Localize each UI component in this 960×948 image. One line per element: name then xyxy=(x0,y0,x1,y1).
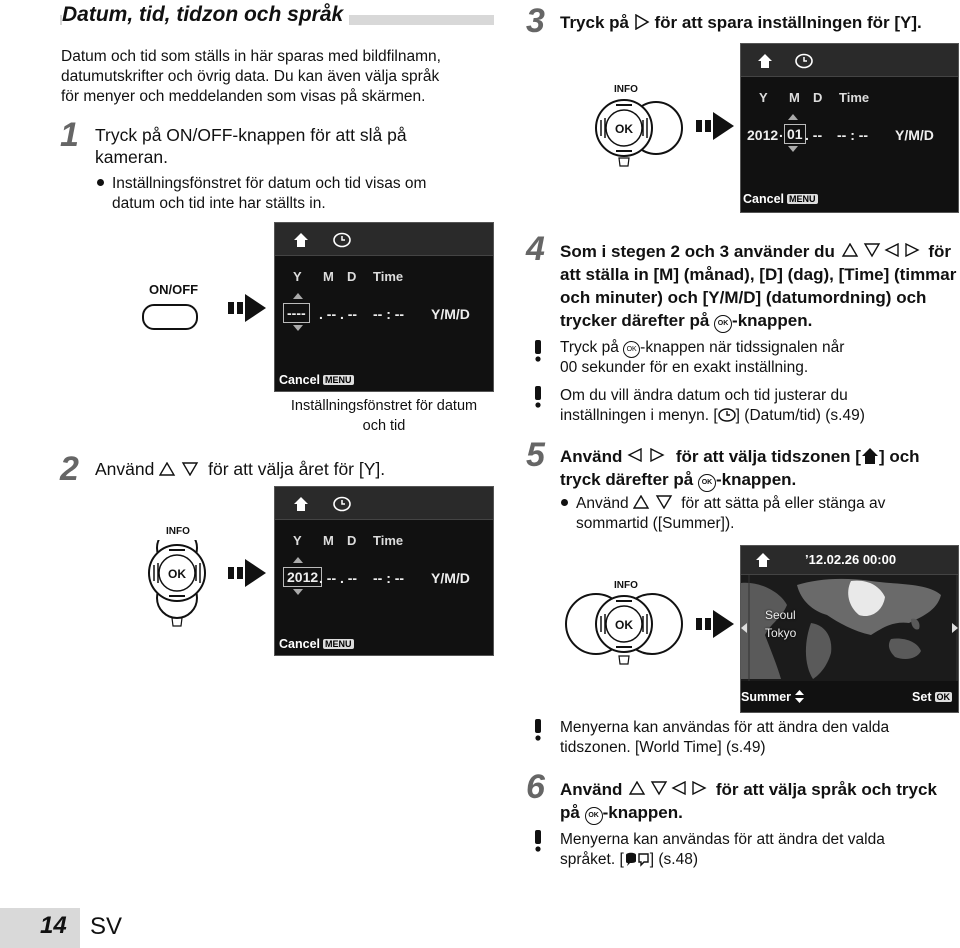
heading-text: för xyxy=(928,242,952,261)
ok-button-icon: OK xyxy=(698,474,716,492)
datetime-screen-2 xyxy=(274,486,494,656)
month-day-field: . -- . -- xyxy=(319,570,358,586)
caution-icon xyxy=(526,828,550,852)
bullet-text: för att sätta på eller stänga av xyxy=(681,495,886,512)
intro-line: Datum och tid som ställs in här sparas med bildfilnamn, xyxy=(61,48,441,65)
language-icon xyxy=(624,851,650,867)
heading-text: -knappen. xyxy=(715,470,797,489)
left-right-buttons-icon xyxy=(627,448,671,463)
col-year-label: Y xyxy=(293,533,302,548)
month-day-field: . -- . -- xyxy=(319,306,358,322)
step-5-note xyxy=(560,718,889,758)
screen-header xyxy=(741,44,958,77)
heading-text: Tryck på xyxy=(560,13,629,32)
ok-button-icon: OK xyxy=(714,315,732,333)
step-3-number: 3 xyxy=(526,2,545,40)
heading-line: att ställa in [M] (månad), [D] (dag), [Time] (timmar xyxy=(560,265,957,284)
year-field: 2012 xyxy=(283,567,322,587)
control-dial-5 xyxy=(560,568,690,678)
city-tokyo-label: Tokyo xyxy=(765,626,797,640)
arrow-right-icon xyxy=(696,106,736,146)
screen-header xyxy=(741,546,958,575)
heading-text: Använd xyxy=(95,459,155,479)
col-year-label: Y xyxy=(293,269,302,284)
col-day-label: D xyxy=(813,90,823,105)
heading-text: för att välja året för [Y]. xyxy=(208,459,386,479)
step-6-note xyxy=(560,830,885,870)
home-icon xyxy=(293,232,309,248)
year-field: ---- xyxy=(283,303,310,323)
heading-text: för att spara inställningen för [Y]. xyxy=(654,13,922,32)
arrow-buttons-icon xyxy=(627,781,711,796)
heading-text: Använd xyxy=(560,447,623,466)
col-time-label: Time xyxy=(373,269,404,284)
arrow-right-icon xyxy=(228,288,268,328)
up-arrow-icon xyxy=(788,114,798,120)
cancel-label xyxy=(279,637,354,651)
heading-text: ] och xyxy=(878,447,920,466)
arrow-pad-icon xyxy=(590,96,690,176)
ok-button-icon: OK xyxy=(615,618,633,632)
note-text: 00 sekunder för en exakt inställning. xyxy=(560,359,809,376)
up-arrow-icon xyxy=(293,557,303,563)
heading-text: Använd xyxy=(560,780,623,799)
arrow-pad-icon xyxy=(560,592,690,672)
screen-header xyxy=(275,223,493,256)
down-arrow-icon xyxy=(293,589,303,595)
caution-icon xyxy=(526,717,550,741)
step-4-number: 4 xyxy=(526,230,545,268)
col-month-label: M xyxy=(323,533,334,548)
caption-line: Inställningsfönstret för datum xyxy=(290,398,478,414)
cancel-label xyxy=(743,192,818,206)
heading-text: trycker därefter på xyxy=(560,311,710,330)
heading-text: för att välja tidszonen [ xyxy=(675,447,861,466)
heading-line: och minuter) och [Y/M/D] (datumordning) och xyxy=(560,288,927,307)
clock-icon xyxy=(333,231,351,249)
control-dial-2 xyxy=(144,510,214,630)
cancel-label xyxy=(279,373,354,387)
step-4-note-1 xyxy=(560,338,844,378)
step-6-number: 6 xyxy=(526,768,545,806)
caption-line: och tid xyxy=(362,418,406,434)
ok-button-icon: OK xyxy=(585,807,603,825)
col-time-label: Time xyxy=(839,90,870,105)
month-field: 01 xyxy=(784,124,806,144)
screen-header xyxy=(275,487,493,520)
world-time-screen xyxy=(740,545,959,713)
arrow-right-icon xyxy=(228,553,268,593)
heading-text: Som i stegen 2 och 3 använder du xyxy=(560,242,835,261)
heading-text: på xyxy=(560,803,580,822)
day-field: . -- xyxy=(805,127,823,143)
step-4-note-2 xyxy=(560,386,865,426)
onoff-button-icon xyxy=(142,304,198,330)
note-text: ] (s.48) xyxy=(649,851,698,868)
city-seoul-label: Seoul xyxy=(765,608,796,622)
step-1-heading xyxy=(95,124,407,168)
caution-icon xyxy=(526,338,550,362)
set-text: Set xyxy=(912,690,932,704)
cancel-text: Cancel xyxy=(279,373,320,387)
control-dial-3 xyxy=(590,70,690,180)
screen-caption xyxy=(276,396,492,436)
year-field: 2012 xyxy=(747,127,779,143)
col-time-label: Time xyxy=(373,533,404,548)
time-field: -- : -- xyxy=(373,306,405,322)
up-down-buttons-icon xyxy=(159,462,203,476)
ok-button-icon: OK xyxy=(623,341,640,358)
intro-line: datumutskrifter och övrig data. Du kan även välja språk xyxy=(61,68,440,85)
info-label: INFO xyxy=(166,526,190,537)
heading-text: -knappen. xyxy=(732,311,813,330)
heading-text: -knappen. xyxy=(602,803,683,822)
time-field: -- : -- xyxy=(837,127,869,143)
step-1-heading-line: Tryck på ON/OFF-knappen för att slå på xyxy=(95,125,407,145)
up-arrow-icon xyxy=(293,293,303,299)
col-month-label: M xyxy=(789,90,800,105)
cancel-text: Cancel xyxy=(279,637,320,651)
menu-button-icon: MENU xyxy=(325,639,352,649)
note-text: Menyerna kan användas för att ändra den valda xyxy=(560,719,890,736)
up-down-buttons-icon xyxy=(633,495,677,509)
note-text: Tryck på xyxy=(560,339,619,356)
date-order-field: Y/M/D xyxy=(431,306,470,322)
step-1-bullet xyxy=(97,174,426,214)
caution-icon xyxy=(526,384,550,408)
note-text: -knappen när tidssignalen når xyxy=(640,339,845,356)
note-text: ] (Datum/tid) (s.49) xyxy=(735,407,865,424)
heading-text: tryck därefter på xyxy=(560,470,694,489)
col-day-label: D xyxy=(347,533,357,548)
arrow-right-icon xyxy=(696,604,736,644)
arrow-buttons-icon xyxy=(840,243,924,258)
intro-line: för menyer och meddelanden som visas på skärmen. xyxy=(61,88,426,105)
up-down-arrow-icon xyxy=(795,690,804,703)
right-button-icon xyxy=(634,14,650,30)
heading-text: för att välja språk och tryck xyxy=(715,780,937,799)
date-order-field: Y/M/D xyxy=(431,570,470,586)
col-day-label: D xyxy=(347,269,357,284)
ok-button-icon: OK xyxy=(168,567,186,581)
cancel-text: Cancel xyxy=(743,192,784,206)
menu-button-icon: MENU xyxy=(325,375,352,385)
page-title: Datum, tid, tidzon och språk xyxy=(62,2,349,28)
step-4-heading xyxy=(560,240,960,333)
step-5-number: 5 xyxy=(526,436,545,474)
note-text: inställningen i menyn. [ xyxy=(560,407,718,424)
bullet-text: sommartid ([Summer]). xyxy=(576,515,735,532)
section-title-bar xyxy=(60,2,494,28)
ok-button-icon: OK xyxy=(615,122,633,136)
info-label: INFO xyxy=(614,84,638,95)
menu-button-icon: MENU xyxy=(789,194,816,204)
home-icon xyxy=(293,496,309,512)
down-arrow-icon xyxy=(788,146,798,152)
time-field: -- : -- xyxy=(373,570,405,586)
home-icon xyxy=(861,447,879,465)
home-icon xyxy=(757,53,773,69)
step-1-number: 1 xyxy=(60,116,79,154)
bullet-dot xyxy=(97,179,104,186)
date-order-field: Y/M/D xyxy=(895,127,934,143)
summer-text: Summer xyxy=(741,690,792,704)
step-2-heading xyxy=(95,458,385,480)
step-3-heading xyxy=(560,12,922,34)
step-5-heading xyxy=(560,445,920,492)
language-code: SV xyxy=(90,913,123,940)
datetime-screen-1 xyxy=(274,222,494,392)
step-2-number: 2 xyxy=(60,450,79,488)
note-text: tidszonen. [World Time] (s.49) xyxy=(560,739,766,756)
col-year-label: Y xyxy=(759,90,768,105)
col-month-label: M xyxy=(323,269,334,284)
bullet-text: Använd xyxy=(576,495,629,512)
arrow-pad-icon xyxy=(144,540,214,630)
world-time-datetime: ’12.02.26 00:00 xyxy=(805,552,897,567)
note-text: Om du vill ändra datum och tid justerar du xyxy=(560,387,848,404)
page-number: 14 xyxy=(40,912,67,939)
down-arrow-icon xyxy=(293,325,303,331)
clock-icon xyxy=(795,52,813,70)
step-5-bullet xyxy=(561,494,885,534)
info-label: INFO xyxy=(614,580,638,591)
set-label xyxy=(912,690,952,704)
clock-icon xyxy=(333,495,351,513)
intro-text xyxy=(61,47,441,107)
bullet-dot xyxy=(561,499,568,506)
ok-button-icon: OK xyxy=(936,692,950,702)
note-text: Menyerna kan användas för att ändra det valda xyxy=(560,831,885,848)
onoff-label: ON/OFF xyxy=(149,282,199,297)
bullet-text: Inställningsfönstret för datum och tid visas om xyxy=(112,175,427,192)
clock-icon xyxy=(718,408,736,422)
step-1-heading-line: kameran. xyxy=(95,147,168,167)
step-6-heading xyxy=(560,778,937,825)
datetime-screen-3: Y M D Time 2012 . 01 . -- -- : -- Y/M/D Cancel MENU xyxy=(740,43,959,213)
home-icon xyxy=(755,552,771,568)
summer-label xyxy=(741,690,804,704)
bullet-text: datum och tid inte har ställts in. xyxy=(112,195,326,212)
note-text: språket. [ xyxy=(560,851,624,868)
